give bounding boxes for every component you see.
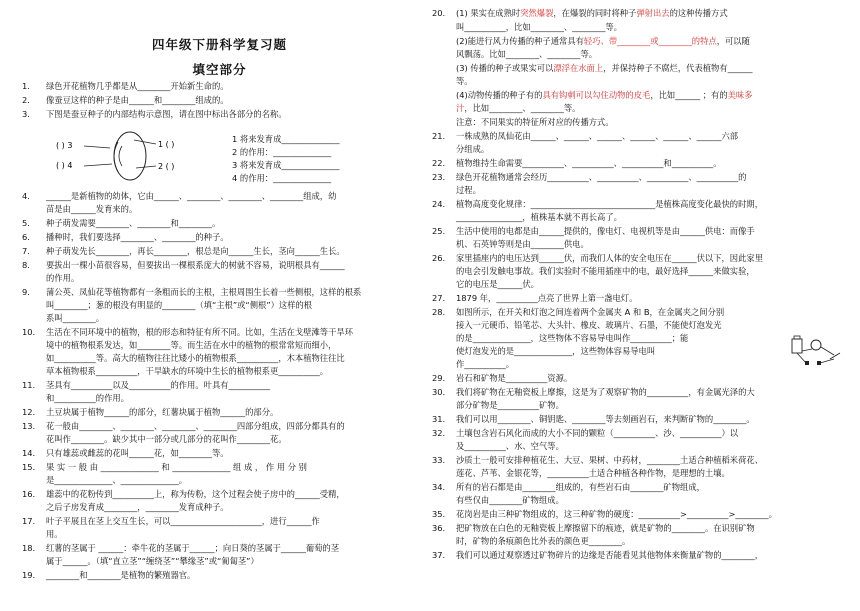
question-text: 的这种传播方式 — [669, 8, 728, 18]
highlighted-text: 轻巧、带________或________的特点 — [583, 36, 717, 46]
question-line — [22, 365, 328, 378]
question-text: ，可以随 — [716, 36, 750, 46]
diagram-marker-3: ( ) 3 — [56, 141, 73, 150]
question-number: 4. — [22, 191, 30, 201]
question-line — [432, 440, 564, 453]
question-text: 之后子房发育成________，________发育成种子。 — [46, 502, 229, 512]
diagram-label-list — [232, 133, 339, 185]
question-text: 它的电压是______伏。 — [456, 279, 539, 289]
diagram-label-3: 3 将来发育成______________ — [232, 160, 340, 170]
question-number: 10. — [22, 327, 36, 337]
question-line — [432, 211, 622, 224]
question-number: 30. — [432, 387, 446, 397]
question-line — [432, 252, 763, 265]
question-text: 我们可以用________、铜钥匙、________等去刻画岩石，来判断矿物的________。 — [456, 414, 755, 424]
diagram-label-1: 1 将来发育成______________ — [232, 134, 340, 144]
question-line — [22, 80, 229, 93]
question-text: 境中的植物根系发达，如________等。而生活在水中的植物的根常常短而细小， — [46, 340, 337, 350]
question-number: 20. — [432, 8, 446, 18]
question-line — [22, 94, 229, 107]
question-text: 蒲公英、凤仙花等植物都有一条粗而长的主根，主根周围生长着一些侧根，这样的根系 — [46, 287, 362, 297]
question-text: 生活在不同环境中的植物，根的形态和特征有所不同。比如，生活在戈壁滩等干旱环 — [46, 327, 353, 337]
question-line — [432, 399, 564, 412]
circuit-diagram — [790, 333, 842, 369]
question-number: 14. — [22, 448, 36, 458]
question-line — [22, 488, 345, 501]
diagram-marker-4: ( ) 4 — [56, 161, 73, 170]
question-line — [432, 427, 738, 440]
question-text: 茎具有__________以及__________的作用。叶具有__________ — [46, 380, 271, 390]
question-text: 接入一元硬币、铅笔芯、大头针、橡皮、玻璃片、石墨，不能使灯泡发光 — [456, 320, 722, 330]
question-text: (1) 果实在成熟时 — [456, 8, 521, 18]
question-number: 22. — [432, 158, 446, 168]
question-text: 如图所示，在开关和灯泡之间连着两个金属夹 A 和 B，在金属夹之间分别 — [456, 307, 725, 317]
question-text: 所有的岩石都是由________组成的，有些岩石由________矿物组成， — [456, 482, 705, 492]
broad-bean-seed-diagram — [52, 128, 222, 184]
question-number: 35. — [432, 509, 446, 519]
question-number: 29. — [432, 373, 446, 383]
question-number: 12. — [22, 407, 36, 417]
question-number: 3. — [22, 109, 30, 119]
question-text: 注意：不同果实的特征所对应的传播方式。 — [456, 117, 614, 127]
question-text: 属于______。（填“直立茎”“缠绕茎”“攀缘茎”或“匍匐茎”） — [46, 556, 259, 566]
question-line — [432, 62, 753, 75]
question-text: 过程。 — [456, 185, 481, 195]
question-number: 24. — [432, 199, 446, 209]
highlighted-text: 具有钩刺可以勾住动物的皮毛 — [542, 90, 651, 100]
question-number: 1. — [22, 81, 30, 91]
question-text: 岩石和矿物是__________资源。 — [456, 373, 573, 383]
question-line — [432, 345, 655, 358]
question-line — [22, 501, 229, 514]
question-text: 生活中使用的电都是由______提供的，像电灯、电视机等是由______供电：而像手 — [456, 226, 755, 236]
question-number: 21. — [432, 131, 446, 141]
question-line — [432, 372, 572, 385]
question-line — [22, 461, 307, 474]
question-line — [22, 542, 339, 555]
question-text: 花岗岩是由三种矿物组成的，这三种矿物的硬度：__________>__________>________。 — [456, 509, 777, 519]
question-number: 16. — [22, 489, 36, 499]
question-line — [22, 379, 270, 392]
question-number: 6. — [22, 232, 30, 242]
question-line — [432, 522, 755, 535]
question-text: 我们将矿物在无釉瓷板上摩擦，这是为了观察矿物的__________，有金属光泽的大 — [456, 387, 755, 397]
question-text: 花一般由________、________、________、________四部分组成，四部分都具有的 — [46, 421, 345, 431]
question-line — [22, 108, 287, 121]
question-text: ，比如______ ；有的 — [650, 90, 728, 100]
question-line — [432, 48, 597, 61]
question-number: 8. — [22, 260, 30, 270]
question-number: 18. — [22, 543, 36, 553]
question-text: 有些仅由________矿物组成。 — [456, 495, 564, 505]
question-line — [22, 569, 195, 582]
question-line — [432, 143, 489, 156]
question-line — [432, 130, 738, 143]
question-text: 花叫作________。缺少其中一部分或几部分的花叫作________花。 — [46, 434, 287, 444]
highlighted-text: 美味多 — [727, 90, 753, 100]
question-line — [432, 35, 750, 48]
question-number: 36. — [432, 523, 446, 533]
question-line — [22, 447, 229, 460]
question-line — [22, 392, 129, 405]
question-number: 28. — [432, 307, 446, 317]
question-line — [432, 157, 722, 170]
question-text: 1879 年，__________点亮了世界上第一盏电灯。 — [456, 293, 638, 303]
diagram-marker-2: 2 ( ) — [158, 162, 175, 171]
question-text: 分组成。 — [456, 144, 490, 154]
question-text: 草本植物根系__________，干旱缺水的环境中生长的植物根系更__________。 — [46, 366, 329, 376]
question-line — [22, 286, 361, 299]
question-text: (3) 传播的种子或果实可以 — [456, 63, 554, 73]
question-line — [22, 339, 336, 352]
question-line — [432, 278, 539, 291]
question-text: 系叫________。 — [46, 313, 105, 323]
question-text: (4)动物传播的种子有的 — [456, 90, 543, 100]
question-line — [22, 245, 345, 258]
question-text: 等。 — [456, 76, 473, 86]
question-text: 一株成熟的凤仙花由______、______、______、______、______、______六部 — [456, 131, 739, 141]
question-line — [432, 332, 688, 345]
question-line — [432, 75, 473, 88]
question-number: 2. — [22, 95, 30, 105]
question-text: 如__________等。高大的植物往往比矮小的植物根系__________，木本植物往往比 — [46, 353, 345, 363]
question-text: 用。 — [46, 529, 63, 539]
question-number: 34. — [432, 482, 446, 492]
question-line — [22, 312, 104, 325]
question-text: 及__________、水、空气等。 — [456, 441, 564, 451]
question-line — [432, 549, 763, 562]
question-line — [22, 299, 312, 312]
question-number: 32. — [432, 428, 446, 438]
question-number: 9. — [22, 287, 30, 297]
question-line — [22, 352, 345, 365]
question-line — [432, 7, 728, 20]
question-text: 植物维持生命需要__________、__________、__________和__________。 — [456, 158, 722, 168]
question-line — [22, 217, 220, 230]
question-text: ________________，植株基本就不再长高了。 — [456, 212, 622, 222]
question-line — [432, 184, 481, 197]
question-line — [432, 454, 763, 467]
question-text: 种子萌发需要________、________和________。 — [46, 218, 221, 228]
question-line — [22, 555, 259, 568]
question-text: 叫________；葱的根没有明显的________（填“主根”或“侧根”）这样的根 — [46, 300, 313, 310]
page-title: 四年级下册科学复习题 — [151, 37, 287, 52]
question-line — [22, 231, 229, 244]
question-line — [432, 292, 637, 305]
question-number: 23. — [432, 172, 446, 182]
question-number: 31. — [432, 414, 446, 424]
question-text: 的电会引发触电事故。我们实验时不能用插座中的电，最好选择______来做实验， — [456, 266, 755, 276]
question-text: 绿色开花植物通常会经历__________、__________、__________、__________的 — [456, 172, 747, 182]
highlighted-text: 汁 — [456, 103, 465, 113]
question-line — [432, 171, 746, 184]
question-line — [432, 265, 755, 278]
question-number: 11. — [22, 380, 36, 390]
question-number: 26. — [432, 253, 446, 263]
question-text: (2)能进行风力传播的种子通常具有 — [456, 36, 584, 46]
question-line — [432, 358, 514, 371]
question-line — [432, 508, 777, 521]
question-line — [432, 306, 724, 319]
question-line — [22, 515, 320, 528]
question-line — [432, 319, 722, 332]
question-line — [22, 190, 336, 203]
question-text: 是______________、______________。 — [46, 475, 188, 485]
highlighted-text: 弹射出去 — [636, 8, 670, 18]
question-line — [432, 238, 589, 251]
question-line — [22, 203, 137, 216]
question-text: 播种时，我们要选择________、________的种子。 — [46, 232, 229, 242]
question-text: 植物高度变化规律：______________________________是植株高度变化最快的时期， — [456, 199, 763, 209]
question-number: 33. — [432, 455, 446, 465]
question-number: 15. — [22, 462, 36, 472]
section-title: 填空部分 — [192, 62, 247, 77]
question-text: 只有雄蕊或雌蕊的花叫______花，如________等。 — [46, 448, 229, 458]
question-text: 果 实 一 般 由 ______________ 和 ______________ 组 成 ， 作 用 分 别 — [46, 462, 307, 472]
question-line — [22, 272, 79, 285]
question-number: 17. — [22, 516, 36, 526]
question-text: ，并保持种子不腐烂，代表植物有______ — [603, 63, 753, 73]
question-line — [432, 386, 755, 399]
question-text: 绿色开花植物几乎都是从________开始新生命的。 — [46, 81, 229, 91]
diagram-label-2: 2 的作用：______________ — [232, 147, 332, 157]
question-text: 使灯泡发光的是______________，这些物体容易导电叫 — [456, 346, 656, 356]
question-text: ，在爆裂的同时将种子 — [553, 8, 637, 18]
question-line — [432, 413, 755, 426]
question-text: 时，矿物的条痕颜色比外表的颜色更________。 — [456, 536, 631, 546]
question-line — [22, 528, 63, 541]
question-text: 雄蕊中的花粉传到__________上，称为传粉，这个过程会使子房中的______受精， — [46, 489, 345, 499]
question-text: 红薯的茎属于 ______：牵牛花的茎属于______；向日葵的茎属于______葡萄的茎 — [46, 543, 340, 553]
question-line — [432, 198, 763, 211]
question-line — [22, 433, 287, 446]
question-number: 5. — [22, 218, 30, 228]
question-text: 风飘荡。比如________、________等。 — [456, 49, 598, 59]
question-line — [22, 406, 278, 419]
question-text: 作__________。 — [456, 359, 515, 369]
question-number: 37. — [432, 550, 446, 560]
question-text: 我们可以通过观察透过矿物碎片的边缘是否能看见其他物体来衡量矿物的________， — [456, 550, 763, 560]
question-text: 叫__________，比如________、________等。 — [456, 22, 622, 32]
question-text: 要拔出一棵小苗很容易，但要拔出一棵根系庞大的树就不容易，说明根具有______ — [46, 260, 345, 270]
question-number: 25. — [432, 226, 446, 236]
question-number: 19. — [22, 570, 36, 580]
question-text: 的作用。 — [46, 273, 80, 283]
question-text: 的是______________，这些物体不容易导电叫作__________；能 — [456, 333, 689, 343]
diagram-label-4: 4 的作用：______________ — [232, 173, 332, 183]
question-line — [432, 225, 755, 238]
question-text: 家里插座内的电压达到______伏，而我们人体的安全电压在______伏以下，因此家里 — [456, 253, 763, 263]
question-line — [432, 535, 630, 548]
question-line — [22, 326, 353, 339]
question-number: 7. — [22, 246, 30, 256]
highlighted-text: 漂浮在水面上 — [553, 63, 604, 73]
question-line — [22, 420, 345, 433]
highlighted-text: 突然爆裂 — [520, 8, 554, 18]
question-line — [22, 259, 345, 272]
question-text: 像蚕豆这样的种子是由______和________组成的。 — [46, 95, 229, 105]
question-line — [22, 474, 187, 487]
question-text: 苗是由______发育来的。 — [46, 204, 138, 214]
question-number: 13. — [22, 421, 36, 431]
question-text: ，比如________、________等。 — [464, 103, 581, 113]
question-line — [432, 467, 730, 480]
question-text: ______是新植物的幼体，它由______、________、________、________组成，幼 — [46, 191, 337, 201]
question-line — [432, 481, 705, 494]
question-text: 土壤包含岩石风化而成的大小不同的颗粒（__________、沙、__________）以 — [456, 428, 739, 438]
diagram-marker-1: 1 ( ) — [158, 140, 175, 149]
question-text: 和__________的作用。 — [46, 393, 129, 403]
question-text: 下图是蚕豆种子的内部结构示意图，请在图中标出各部分的名称。 — [46, 109, 287, 119]
question-text: 把矿物放在白色的无釉瓷板上摩擦留下的痕迹，就是矿物的________。在识别矿物 — [456, 523, 755, 533]
question-number: 27. — [432, 293, 446, 303]
question-text: 沙质土一般可安排种植花生、大豆、果树、中药材，________土适合种植稻米荷花、 — [456, 455, 763, 465]
question-line — [432, 89, 753, 102]
question-line — [432, 116, 614, 129]
question-text: 莲花、芦苇、金银花等，__________土适合种植各种作物，是理想的土壤。 — [456, 468, 730, 478]
question-text: 土豆块属于植物______的部分，红薯块属于植物______的部分。 — [46, 407, 279, 417]
question-text: 种子萌发先长________，再长________，根总是向______生长，茎向______生长。 — [46, 246, 345, 256]
question-text: ________和________是植物的繁殖器官。 — [46, 570, 196, 580]
question-line — [432, 21, 622, 34]
question-line — [432, 102, 580, 115]
question-text: 叶子平展且在茎上交互生长，可以______________________，进行______作 — [46, 516, 320, 526]
question-text: 机、石英钟等则是由________供电。 — [456, 239, 589, 249]
question-text: 部分矿物是__________矿物。 — [456, 400, 564, 410]
question-line — [432, 494, 564, 507]
